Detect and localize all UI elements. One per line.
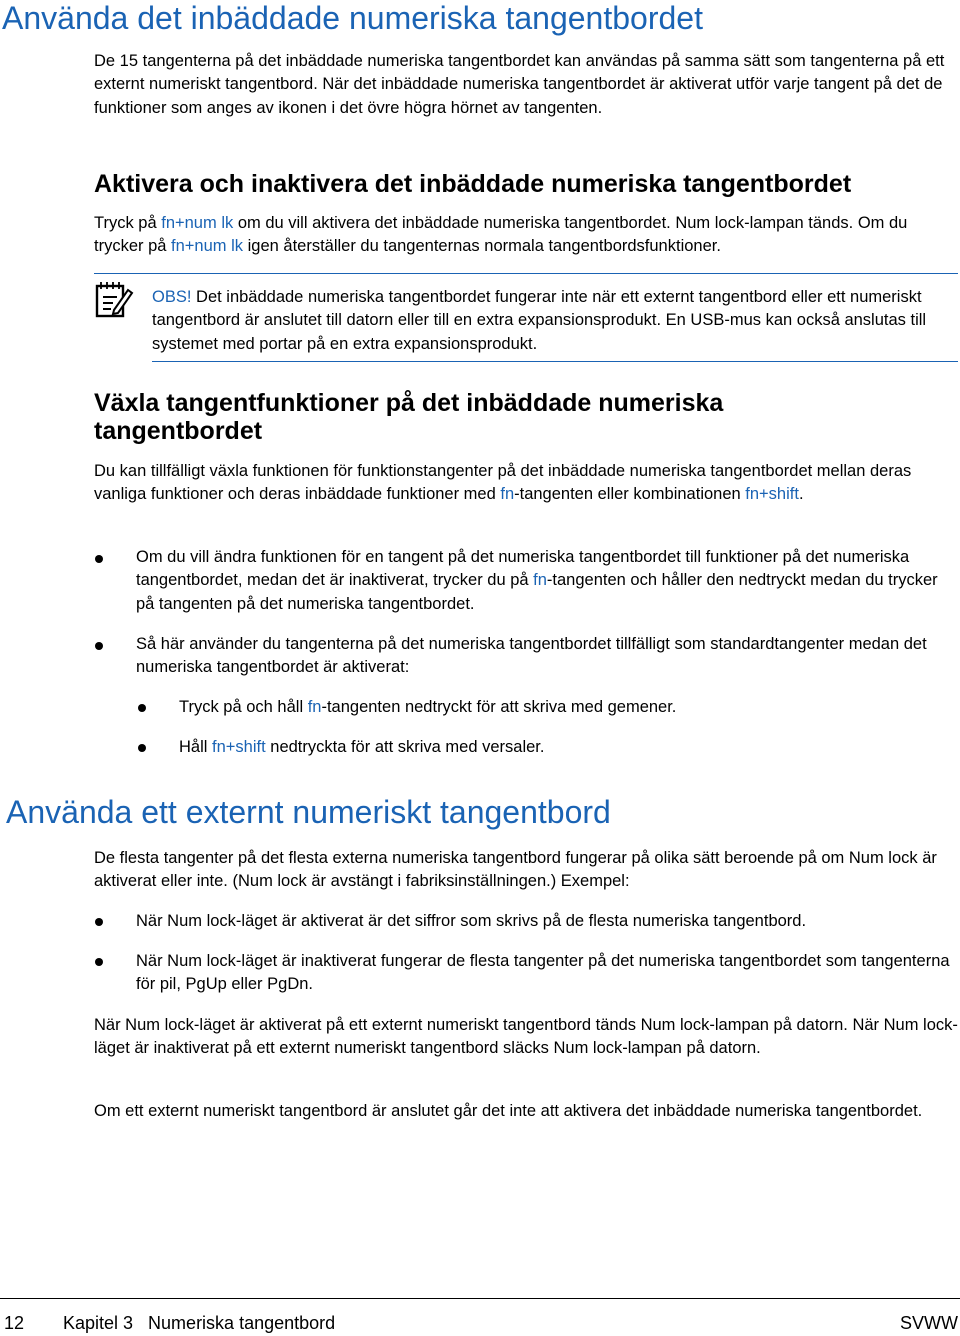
list-item: När Num lock-läget är aktiverat är det siffror som skrivs på de flesta numeriska tangentbord.	[136, 912, 807, 930]
key-combo: fn+num lk	[161, 214, 234, 232]
note-top-rule	[94, 273, 958, 274]
list-item: När Num lock-läget är inaktiverat fungerar de flesta tangenter på det numeriska tangentbordet som tangenterna för pil, PgUp eller PgDn.	[136, 952, 950, 994]
note-icon	[94, 280, 134, 320]
bullet-icon	[95, 918, 103, 926]
bullet-icon	[138, 704, 146, 712]
activate-paragraph: Tryck på fn+num lk om du vill aktivera det inbäddade numeriska tangentbordet. Num lock-lampan tänds. Om du trycker på fn+num lk igen återställer du tangenternas normala tangentbordsfunktioner.	[94, 214, 908, 256]
section-heading-external: Använda ett externt numeriskt tangentbord	[6, 794, 611, 830]
bullet-icon	[95, 642, 103, 650]
toggle-intro-paragraph: Du kan tillfälligt växla funktionen för funktionstangenter på det inbäddade numeriska tangentbordet mellan deras vanliga funktioner och deras inbäddade funktioner med fn-tangenten eller kombinationen fn+shift.	[94, 462, 912, 504]
key-combo: fn+shift	[212, 738, 266, 756]
bullet-icon	[95, 958, 103, 966]
list-item: Så här använder du tangenterna på det numeriska tangentbordet tillfälligt som standardtangenter medan det numeriska tangentbordet är aktiverat:	[136, 635, 927, 677]
footer-code: SVWW	[900, 1313, 958, 1333]
key-combo: fn	[533, 571, 547, 590]
external-paragraph-note: Om ett externt numeriskt tangentbord är anslutet går det inte att aktivera det inbäddade numeriska tangentbordet.	[94, 1102, 923, 1120]
note-text: OBS! Det inbäddade numeriska tangentbordet fungerar inte när ett externt tangentbord eller ett numeriskt tangentbord är anslutet till datorn eller till en extra expansionsprodukt. En USB-mus kan också anslutas till systemet med portar på en extra expansionsprodukt.	[152, 288, 927, 353]
external-paragraph-lamp: När Num lock-läget är aktiverat på ett externt numeriskt tangentbord tänds Num lock-lampan på datorn. När Num lock-läget är inaktiverat på ett externt numeriskt tangentbord släcks Num lock-lampan på datorn.	[94, 1016, 958, 1058]
section-heading-toggle: Växla tangentfunktioner på det inbäddade numeriska tangentbordet	[94, 389, 724, 445]
note-label: OBS!	[152, 288, 192, 306]
sub-list-item: Håll fn+shift nedtryckta för att skriva med versaler.	[179, 738, 545, 756]
key-combo: fn	[500, 485, 515, 504]
bullet-icon	[138, 744, 146, 752]
footer-rule	[0, 1298, 960, 1299]
page-number: 12	[4, 1313, 25, 1333]
key-combo: fn+shift	[745, 485, 799, 504]
bullet-icon	[95, 555, 103, 563]
note-bottom-rule	[152, 361, 958, 362]
section-heading-activate: Aktivera och inaktivera det inbäddade numeriska tangentbordet	[94, 170, 852, 198]
page-heading: Använda det inbäddade numeriska tangentbordet	[2, 0, 703, 36]
sub-list-item: Tryck på och håll fn-tangenten nedtryckt för att skriva med gemener.	[179, 698, 677, 716]
intro-paragraph: De 15 tangenterna på det inbäddade numeriska tangentbordet kan användas på samma sätt som tangenterna på ett externt numeriskt tangentbord. När det inbäddade numeriska tangentbordet är aktiverat utför varje tangent på det de funktioner som anges av ikonen i det övre högra hörnet av tangenten.	[94, 52, 945, 117]
chapter-title: Kapitel 3 Numeriska tangentbord	[63, 1313, 336, 1333]
key-combo: fn+num lk	[171, 237, 244, 256]
list-item: Om du vill ändra funktionen för en tangent på det numeriska tangentbordet till funktioner på det numeriska tangentbordet, medan det är inaktiverat, trycker du på fn-tangenten och håller den nedtryckt medan du trycker på tangenten på det numeriska tangentbordet.	[136, 548, 938, 613]
key-combo: fn	[307, 698, 322, 716]
external-intro-paragraph: De flesta tangenter på det flesta externa numeriska tangentbord fungerar på olika sätt beroende på om Num lock är aktiverat eller inte. (Num lock är avstängt i fabriksinställningen.) Exempel:	[94, 849, 937, 891]
